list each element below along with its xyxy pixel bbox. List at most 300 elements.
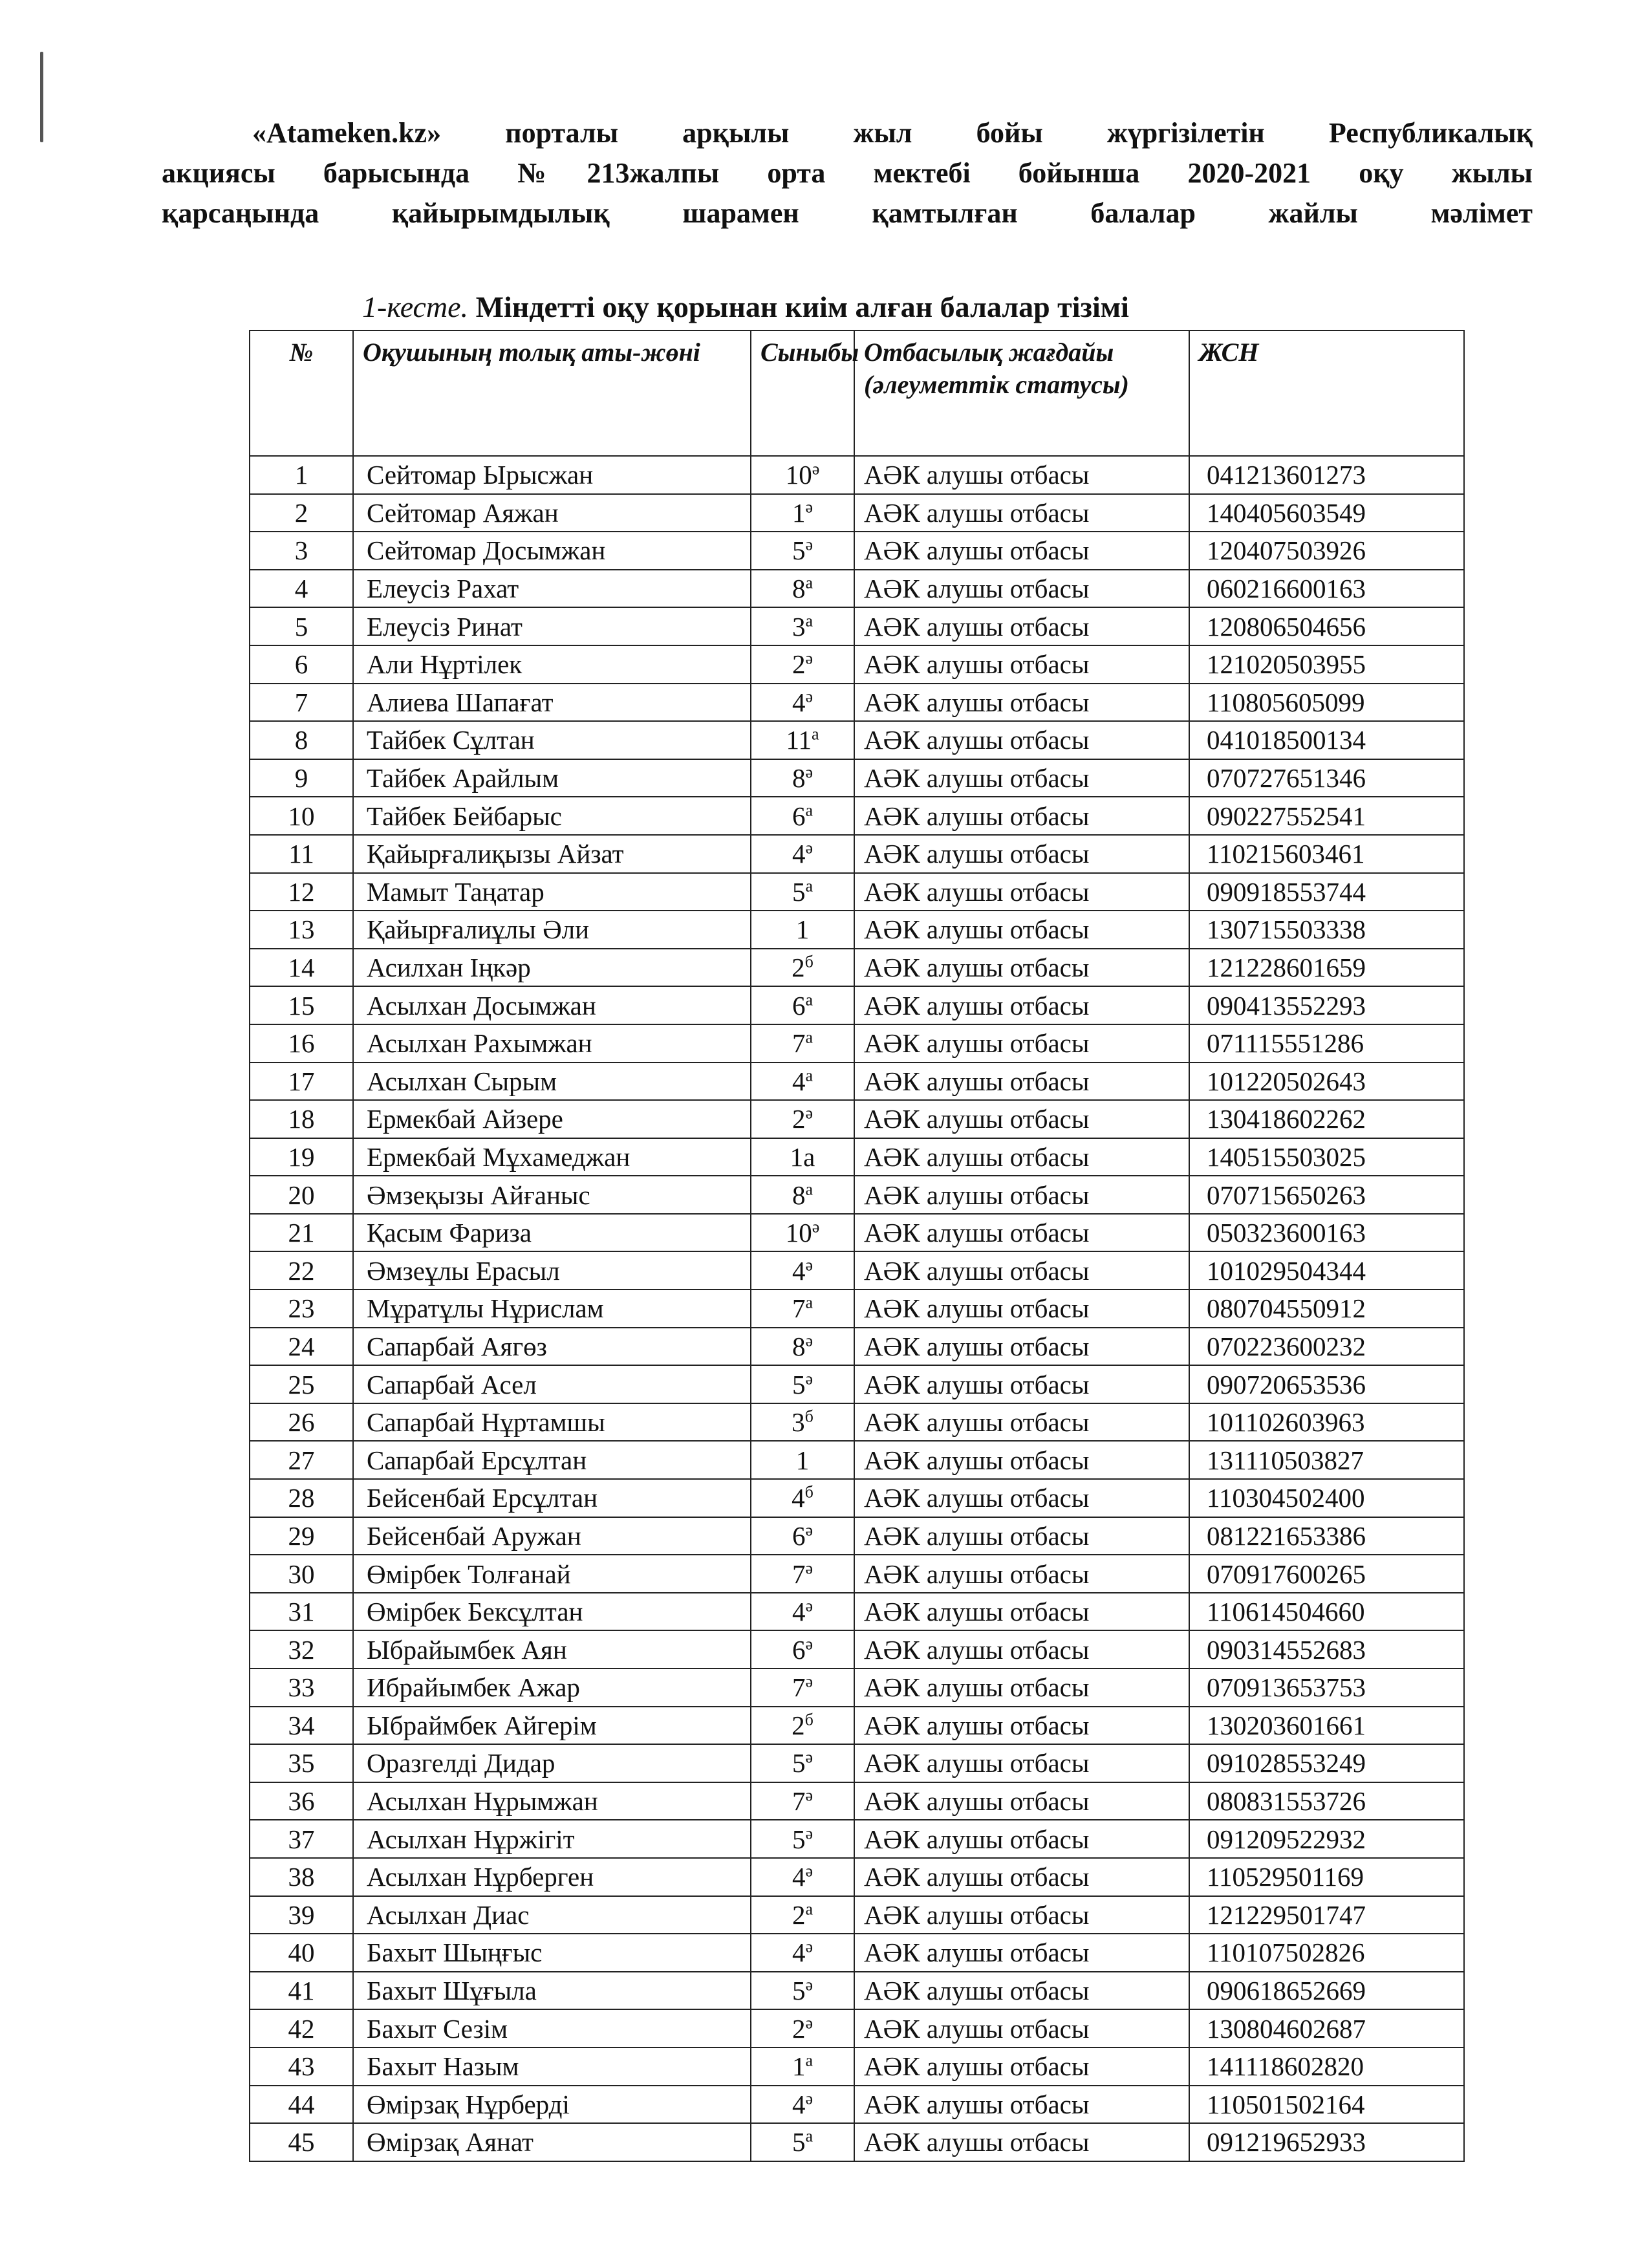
family-status-cell-text: АӘК алушы отбасы: [864, 497, 1090, 528]
row-number-cell-text: 23: [288, 1293, 315, 1324]
family-status-cell: [854, 721, 1189, 759]
header-line-3: қарсаңында қайырымдылық шарамен қамтылған балалар жайлы мәлімет: [162, 197, 1533, 229]
family-status-cell: [854, 1176, 1189, 1214]
iin-cell-text: 071115551286: [1207, 1028, 1364, 1059]
row-number-cell-text: 16: [288, 1028, 315, 1059]
grade-cell-text: 4: [792, 839, 806, 869]
grade-cell-text: 2: [792, 953, 805, 983]
row-number-cell-text: 39: [288, 1899, 315, 1930]
grade-cell-text: 4: [792, 1066, 806, 1096]
table-row: [250, 1858, 1464, 1896]
iin-cell: [1189, 2123, 1464, 2161]
family-status-cell: [854, 570, 1189, 608]
grade-letter: ә: [805, 1747, 814, 1767]
grade-cell: [751, 1707, 854, 1745]
grade-letter: ә: [805, 1937, 814, 1956]
family-status-cell-text: АӘК алушы отбасы: [864, 725, 1090, 755]
table-row: [250, 1290, 1464, 1328]
family-status-cell-text: АӘК алушы отбасы: [864, 1293, 1090, 1324]
row-number-cell: [250, 1934, 353, 1972]
row-number-cell-text: 17: [288, 1066, 315, 1096]
row-number-cell-text: 29: [288, 1520, 315, 1551]
row-number-cell-text: 43: [288, 2051, 315, 2082]
student-name-cell: [353, 1669, 751, 1707]
table-caption-title: Міндетті оқу қорынан киім алған балалар тізімі: [475, 290, 1129, 323]
grade-cell-text: 5: [792, 1748, 806, 1778]
student-name-cell-text: Асылхан Сырым: [367, 1066, 557, 1096]
family-status-cell-text: АӘК алушы отбасы: [864, 1331, 1090, 1361]
family-status-cell-text: АӘК алушы отбасы: [864, 2127, 1090, 2157]
row-number-cell-text: 30: [288, 1559, 315, 1589]
student-name-cell: [353, 1441, 751, 1479]
iin-cell-text: 120407503926: [1207, 535, 1366, 566]
column-header-grade: Сыныбы: [751, 330, 854, 456]
student-name-cell-text: Тайбек Бейбарыс: [367, 801, 562, 831]
iin-cell: [1189, 456, 1464, 494]
header-line-2: акциясы барысында №213жалпы орта мектебі бойынша 2020-2021 оқу жылы: [162, 157, 1533, 189]
student-name-cell: [353, 1251, 751, 1290]
grade-letter: ә: [812, 459, 820, 479]
student-name-cell: [353, 1707, 751, 1745]
family-status-cell: [854, 1328, 1189, 1366]
iin-cell: [1189, 1744, 1464, 1782]
grade-cell-text: 2: [792, 1899, 806, 1930]
grade-cell-text: 4: [792, 2089, 806, 2119]
row-number-cell-text: 12: [288, 876, 315, 907]
row-number-cell-text: 40: [288, 1938, 315, 1968]
row-number-cell-text: 27: [288, 1445, 315, 1475]
student-name-cell-text: Мұратұлы Нұрислам: [367, 1293, 604, 1324]
family-status-cell: [854, 1024, 1189, 1063]
document-header: [162, 113, 1533, 233]
family-status-cell-text: АӘК алушы отбасы: [864, 535, 1090, 566]
iin-cell-text: 131110503827: [1207, 1445, 1364, 1475]
student-name-cell-text: Ибрайымбек Ажар: [367, 1672, 580, 1703]
row-number-cell: [250, 494, 353, 532]
family-status-cell: [854, 1707, 1189, 1745]
student-name-cell: [353, 1328, 751, 1366]
table-row: [250, 607, 1464, 645]
row-number-cell-text: 5: [294, 611, 308, 642]
grade-cell: [751, 1138, 854, 1176]
grade-letter: ә: [805, 1255, 814, 1275]
iin-cell-text: 041018500134: [1207, 725, 1366, 755]
iin-cell: [1189, 1214, 1464, 1252]
family-status-cell-text: АӘК алушы отбасы: [864, 2013, 1090, 2044]
iin-cell-text: 110805605099: [1207, 687, 1365, 717]
student-name-cell: [353, 1934, 751, 1972]
student-name-cell-text: Елеусіз Рахат: [367, 574, 519, 604]
student-name-cell: [353, 2086, 751, 2124]
family-status-cell-text: АӘК алушы отбасы: [864, 1710, 1090, 1740]
row-number-cell: [250, 1707, 353, 1745]
grade-cell: [751, 1593, 854, 1631]
grade-cell-text: 10: [785, 1218, 812, 1248]
student-name-cell: [353, 645, 751, 684]
student-name-cell-text: Али Нұртілек: [367, 649, 523, 680]
family-status-cell: [854, 1934, 1189, 1972]
student-name-cell-text: Әмзеқызы Айғаныс: [367, 1180, 590, 1210]
grade-cell: [751, 1820, 854, 1858]
iin-cell: [1189, 1403, 1464, 1442]
column-header-status: Отбасылық жағдайы (әлеуметтік статусы): [854, 330, 1189, 456]
row-number-cell: [250, 873, 353, 911]
row-number-cell-text: 8: [294, 725, 308, 755]
iin-cell-text: 140405603549: [1207, 497, 1366, 528]
grade-cell-text: 7: [792, 1559, 806, 1589]
iin-cell-text: 050323600163: [1207, 1218, 1366, 1248]
iin-cell-text: 070917600265: [1207, 1559, 1366, 1589]
row-number-cell-text: 3: [294, 535, 308, 566]
iin-cell-text: 101102603963: [1207, 1407, 1365, 1438]
row-number-cell: [250, 2047, 353, 2086]
iin-cell-text: 070727651346: [1207, 763, 1366, 794]
table-row: [250, 797, 1464, 835]
student-name-cell: [353, 759, 751, 797]
table-row: [250, 1934, 1464, 1972]
grade-cell-text: 4: [792, 1862, 806, 1892]
grade-cell: [751, 645, 854, 684]
row-number-cell-text: 44: [288, 2089, 315, 2119]
table-row: [250, 759, 1464, 797]
family-status-cell-text: АӘК алушы отбасы: [864, 876, 1090, 907]
grade-cell: [751, 1555, 854, 1593]
row-number-cell: [250, 1820, 353, 1858]
grade-cell-text: 2: [792, 1710, 805, 1740]
row-number-cell: [250, 645, 353, 684]
table-row: [250, 721, 1464, 759]
grade-cell: [751, 1669, 854, 1707]
family-status-cell-text: АӘК алушы отбасы: [864, 1218, 1090, 1248]
iin-cell-text: 090413552293: [1207, 990, 1366, 1021]
student-name-cell: [353, 1290, 751, 1328]
iin-cell-text: 080704550912: [1207, 1293, 1366, 1324]
iin-cell: [1189, 1251, 1464, 1290]
table-row: [250, 1744, 1464, 1782]
family-status-cell-text: АӘК алушы отбасы: [864, 1634, 1090, 1665]
table-row: [250, 2047, 1464, 2086]
table-row: [250, 873, 1464, 911]
family-status-cell-text: АӘК алушы отбасы: [864, 1445, 1090, 1475]
grade-letter: а: [811, 724, 819, 744]
family-status-cell-text: АӘК алушы отбасы: [864, 839, 1090, 869]
student-name-cell-text: Сейтомар Аяжан: [367, 497, 559, 528]
row-number-cell: [250, 721, 353, 759]
row-number-cell: [250, 2123, 353, 2161]
row-number-cell-text: 14: [288, 953, 315, 983]
family-status-cell-text: АӘК алушы отбасы: [864, 2051, 1090, 2082]
iin-cell-text: 130203601661: [1207, 1710, 1366, 1740]
iin-cell: [1189, 532, 1464, 570]
table-row: [250, 835, 1464, 873]
student-name-cell-text: Алиева Шапағат: [367, 687, 554, 717]
student-name-cell: [353, 2009, 751, 2047]
row-number-cell-text: 41: [288, 1976, 315, 2006]
iin-cell-text: 070913653753: [1207, 1672, 1366, 1703]
family-status-cell: [854, 532, 1189, 570]
family-status-cell-text: АӘК алушы отбасы: [864, 1483, 1090, 1513]
student-name-cell-text: Қасым Фариза: [367, 1218, 532, 1248]
student-name-cell-text: Сапарбай Аягөз: [367, 1331, 547, 1361]
iin-cell-text: 110215603461: [1207, 839, 1365, 869]
student-name-cell-text: Тайбек Арайлым: [367, 763, 559, 794]
iin-cell: [1189, 1707, 1464, 1745]
grade-letter: а: [805, 876, 814, 896]
grade-cell: [751, 1176, 854, 1214]
grade-cell: [751, 759, 854, 797]
grade-cell-text: 3: [792, 611, 806, 642]
iin-cell-text: 121020503955: [1207, 649, 1366, 680]
grade-cell-text: 4: [792, 1938, 806, 1968]
family-status-cell: [854, 1290, 1189, 1328]
iin-cell: [1189, 759, 1464, 797]
iin-cell-text: 090918553744: [1207, 876, 1366, 907]
student-name-cell: [353, 1365, 751, 1403]
scan-edge-mark: [40, 52, 43, 142]
row-number-cell: [250, 570, 353, 608]
grade-cell-text: 4: [792, 1483, 805, 1513]
student-name-cell-text: Асылхан Нұржігіт: [367, 1824, 575, 1854]
student-name-cell: [353, 1555, 751, 1593]
student-name-cell-text: Өмірзақ Аянат: [367, 2127, 534, 2157]
iin-cell: [1189, 1934, 1464, 1972]
grade-cell: [751, 1290, 854, 1328]
row-number-cell: [250, 532, 353, 570]
student-name-cell: [353, 835, 751, 873]
row-number-cell: [250, 797, 353, 835]
row-number-cell: [250, 1630, 353, 1669]
grade-letter: ә: [805, 1786, 814, 1805]
student-name-cell: [353, 1214, 751, 1252]
table-row: [250, 1972, 1464, 2010]
table-row: [250, 1214, 1464, 1252]
family-status-cell-text: АӘК алушы отбасы: [864, 1255, 1090, 1286]
student-name-cell-text: Мамыт Таңатар: [367, 876, 544, 907]
student-name-cell: [353, 1063, 751, 1101]
grade-cell-text: 1: [792, 497, 806, 528]
table-header-row: [250, 330, 1464, 456]
family-status-cell: [854, 1100, 1189, 1138]
family-status-cell: [854, 2009, 1189, 2047]
grade-cell-text: 1: [795, 914, 810, 945]
grade-letter: ә: [805, 1596, 814, 1615]
grade-letter: б: [804, 1407, 814, 1426]
family-status-cell-text: АӘК алушы отбасы: [864, 1597, 1090, 1627]
table-row: [250, 1403, 1464, 1442]
student-name-cell: [353, 2123, 751, 2161]
row-number-cell: [250, 1138, 353, 1176]
iin-cell-text: 141118602820: [1207, 2051, 1364, 2082]
family-status-cell: [854, 684, 1189, 722]
family-status-cell-text: АӘК алушы отбасы: [864, 1369, 1090, 1399]
iin-cell: [1189, 607, 1464, 645]
family-status-cell-text: АӘК алушы отбасы: [864, 1180, 1090, 1210]
iin-cell: [1189, 1858, 1464, 1896]
family-status-cell: [854, 835, 1189, 873]
student-name-cell: [353, 911, 751, 949]
family-status-cell: [854, 1669, 1189, 1707]
grade-cell-text: 5: [792, 1369, 806, 1399]
family-status-cell-text: АӘК алушы отбасы: [864, 1672, 1090, 1703]
family-status-cell: [854, 759, 1189, 797]
family-status-cell-text: АӘК алушы отбасы: [864, 1976, 1090, 2006]
iin-cell-text: 110529501169: [1207, 1862, 1364, 1892]
grade-cell: [751, 2123, 854, 2161]
grade-cell: [751, 532, 854, 570]
family-status-cell-text: АӘК алушы отбасы: [864, 1862, 1090, 1892]
student-name-cell-text: Бахыт Шұғыла: [367, 1976, 537, 2006]
grade-cell-text: 10: [785, 460, 812, 490]
family-status-cell-text: АӘК алушы отбасы: [864, 1748, 1090, 1778]
student-name-cell-text: Өмірбек Толғанай: [367, 1559, 571, 1589]
row-number-cell: [250, 835, 353, 873]
student-name-cell: [353, 684, 751, 722]
table-row: [250, 1707, 1464, 1745]
iin-cell: [1189, 1593, 1464, 1631]
student-name-cell-text: Асылхан Диас: [367, 1899, 530, 1930]
iin-cell: [1189, 1782, 1464, 1820]
table-row: [250, 494, 1464, 532]
grade-cell: [751, 1782, 854, 1820]
grade-cell: [751, 1972, 854, 2010]
row-number-cell: [250, 1517, 353, 1555]
family-status-cell-text: АӘК алушы отбасы: [864, 1028, 1090, 1059]
table-row: [250, 1365, 1464, 1403]
row-number-cell-text: 25: [288, 1369, 315, 1399]
iin-cell: [1189, 911, 1464, 949]
grade-cell-text: 6: [792, 801, 806, 831]
row-number-cell-text: 19: [288, 1141, 315, 1172]
row-number-cell-text: 22: [288, 1255, 315, 1286]
row-number-cell: [250, 1403, 353, 1442]
row-number-cell-text: 15: [288, 990, 315, 1021]
grade-cell: [751, 835, 854, 873]
family-status-cell: [854, 1782, 1189, 1820]
grade-letter: а: [805, 1066, 814, 1085]
family-status-cell: [854, 1858, 1189, 1896]
row-number-cell-text: 4: [294, 574, 308, 604]
row-number-cell: [250, 684, 353, 722]
grade-cell: [751, 570, 854, 608]
grade-letter: ә: [805, 1368, 814, 1388]
grade-letter: ә: [805, 1103, 814, 1123]
grade-cell-text: 5: [792, 876, 806, 907]
grade-letter: ә: [812, 1217, 820, 1237]
row-number-cell-text: 37: [288, 1824, 315, 1854]
row-number-cell: [250, 1214, 353, 1252]
grade-cell-text: 1: [792, 2051, 806, 2082]
grade-cell-text: 5: [792, 1824, 806, 1854]
iin-cell: [1189, 1024, 1464, 1063]
table-row: [250, 949, 1464, 987]
grade-cell: [751, 797, 854, 835]
grade-cell-text: 2: [792, 2013, 806, 2044]
family-status-cell: [854, 873, 1189, 911]
grade-letter: а: [805, 2126, 814, 2146]
student-name-cell: [353, 570, 751, 608]
grade-letter: б: [804, 952, 814, 971]
grade-cell: [751, 1251, 854, 1290]
row-number-cell-text: 26: [288, 1407, 315, 1438]
iin-cell: [1189, 1669, 1464, 1707]
row-number-cell-text: 36: [288, 1786, 315, 1817]
family-status-cell-text: АӘК алушы отбасы: [864, 1104, 1090, 1134]
row-number-cell: [250, 1024, 353, 1063]
table-row: [250, 1176, 1464, 1214]
grade-letter: ә: [805, 1331, 814, 1350]
student-name-cell-text: Бахыт Шыңғыс: [367, 1938, 543, 1968]
row-number-cell: [250, 607, 353, 645]
grade-cell-text: 8: [792, 1331, 806, 1361]
grade-cell: [751, 1063, 854, 1101]
family-status-cell: [854, 1972, 1189, 2010]
grade-cell: [751, 873, 854, 911]
iin-cell-text: 090227552541: [1207, 801, 1366, 831]
iin-cell-text: 080831553726: [1207, 1786, 1366, 1817]
table-row: [250, 1669, 1464, 1707]
grade-letter: а: [805, 1028, 814, 1047]
row-number-cell: [250, 1972, 353, 2010]
table-row: [250, 1555, 1464, 1593]
grade-letter: ә: [805, 1520, 814, 1540]
grade-cell: [751, 1479, 854, 1517]
table-row: [250, 1630, 1464, 1669]
grade-cell: [751, 1365, 854, 1403]
student-name-cell-text: Тайбек Сұлтан: [367, 725, 535, 755]
student-name-cell: [353, 532, 751, 570]
iin-cell-text: 121228601659: [1207, 953, 1366, 983]
iin-cell-text: 091028553249: [1207, 1748, 1366, 1778]
grade-cell: [751, 2009, 854, 2047]
iin-cell: [1189, 1063, 1464, 1101]
student-name-cell: [353, 1858, 751, 1896]
grade-letter: ә: [805, 2013, 814, 2032]
row-number-cell-text: 34: [288, 1710, 315, 1740]
row-number-cell: [250, 1328, 353, 1366]
iin-cell-text: 070715650263: [1207, 1180, 1366, 1210]
row-number-cell-text: 35: [288, 1748, 315, 1778]
table-row: [250, 1782, 1464, 1820]
student-name-cell-text: Асылхан Нұрымжан: [367, 1786, 598, 1817]
family-status-cell: [854, 456, 1189, 494]
iin-cell-text: 110614504660: [1207, 1597, 1365, 1627]
student-name-cell-text: Ыбрайымбек Аян: [367, 1634, 567, 1665]
row-number-cell: [250, 1100, 353, 1138]
iin-cell: [1189, 1972, 1464, 2010]
iin-cell: [1189, 1176, 1464, 1214]
family-status-cell: [854, 2047, 1189, 2086]
grade-cell-text: 7: [792, 1028, 806, 1059]
grade-cell-text: 2: [792, 1104, 806, 1134]
grade-letter: б: [804, 1710, 814, 1729]
grade-cell-text: 4: [792, 687, 806, 717]
iin-cell: [1189, 2009, 1464, 2047]
family-status-cell: [854, 2086, 1189, 2124]
student-name-cell-text: Асылхан Рахымжан: [367, 1028, 592, 1059]
grade-cell-text: 5: [792, 2127, 806, 2157]
iin-cell: [1189, 949, 1464, 987]
family-status-cell: [854, 1555, 1189, 1593]
student-name-cell: [353, 721, 751, 759]
grade-cell: [751, 1214, 854, 1252]
student-name-cell-text: Бейсенбай Ерсұлтан: [367, 1483, 598, 1513]
row-number-cell-text: 1: [294, 460, 308, 490]
row-number-cell: [250, 759, 353, 797]
iin-cell-text: 140515503025: [1207, 1141, 1366, 1172]
table-row: [250, 570, 1464, 608]
grade-letter: ә: [805, 1975, 814, 1994]
grade-cell: [751, 1896, 854, 1934]
